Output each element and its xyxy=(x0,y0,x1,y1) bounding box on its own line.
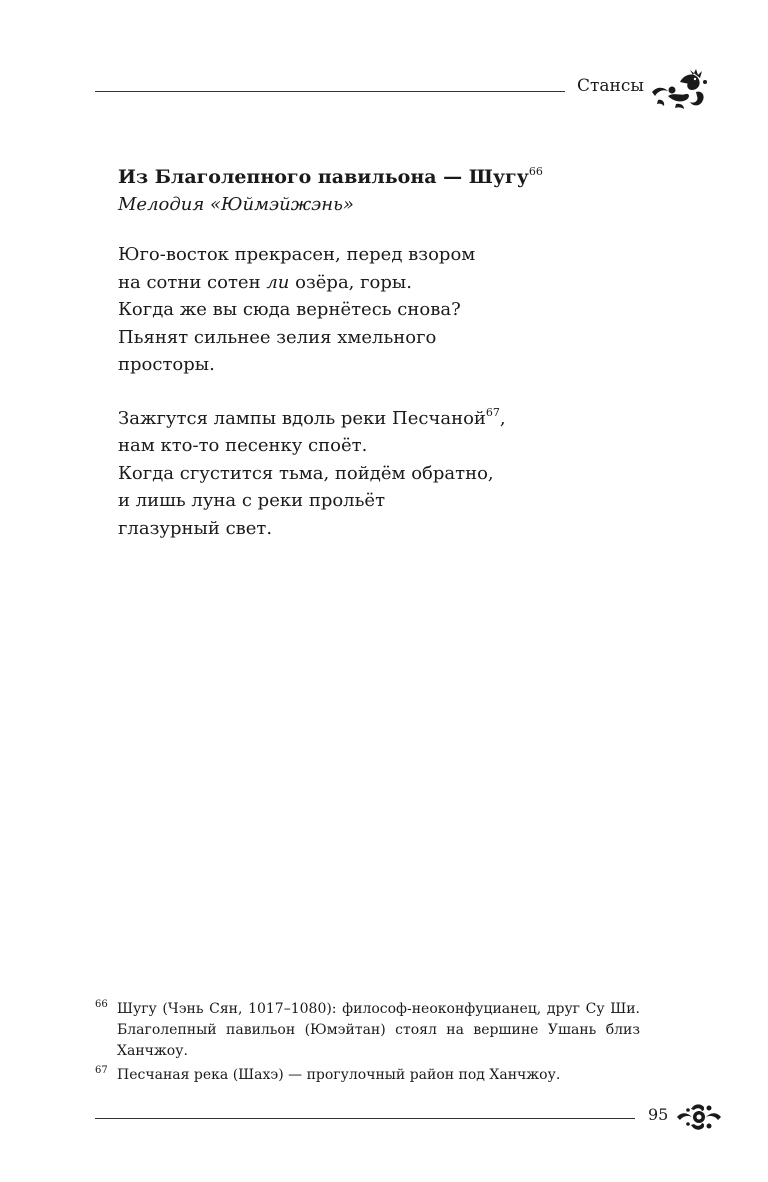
verse-line: Зажгутся лампы вдоль реки Песчаной$^{67}$, xyxy=(118,405,506,429)
verse-line: Юго-восток прекрасен, перед взором xyxy=(118,244,476,265)
poem xyxy=(118,163,678,542)
footnotes xyxy=(95,999,640,1086)
header-rule xyxy=(95,91,565,92)
cloud-ornament-icon xyxy=(676,1101,722,1137)
poem-title: Из Благолепного павильона — Шугу$^{66}$ xyxy=(118,165,543,188)
running-title: Стансы xyxy=(577,76,644,96)
stanza xyxy=(118,241,678,379)
verse-line: Когда сгустится тьма, пойдём обратно, xyxy=(118,462,494,484)
verse-line: и лишь луна с реки прольёт xyxy=(118,490,386,511)
page-number: 95 xyxy=(648,1105,669,1124)
footnote-number: 66 xyxy=(95,999,108,1010)
footnote-ref: 67 xyxy=(485,405,500,419)
footnote-number: 67 xyxy=(95,1065,108,1076)
verse-line: Пьянят сильнее зелия хмельного xyxy=(118,326,437,348)
footnote-ref: 66 xyxy=(528,165,543,178)
footnote-text: Шугу (Чэнь Сян, 1017–1080): философ-неоконфуцианец, друг Су Ши. Благолепный павильон (Юмэйтан) стоял на вершине Ушань близ Ханчжоу. xyxy=(117,1001,640,1059)
poem-subtitle: Мелодия «Юймэйжэнь» xyxy=(118,194,354,215)
verse-line: Когда же вы сюда вернётесь снова? xyxy=(118,299,461,320)
verse-line: просторы. xyxy=(118,354,215,375)
footnote xyxy=(95,1065,640,1086)
verse-line: нам кто-то песенку споёт. xyxy=(118,435,368,456)
footer-rule xyxy=(95,1118,635,1119)
dragon-ornament-icon xyxy=(650,66,710,114)
verse-line: глазурный свет. xyxy=(118,517,273,539)
verse-line: на сотни сотен ли озёра, горы. xyxy=(118,271,412,293)
footnote xyxy=(95,999,640,1062)
footnote-text: Песчаная река (Шахэ) — прогулочный район под Ханчжоу. xyxy=(117,1067,561,1083)
stanza xyxy=(118,405,678,543)
